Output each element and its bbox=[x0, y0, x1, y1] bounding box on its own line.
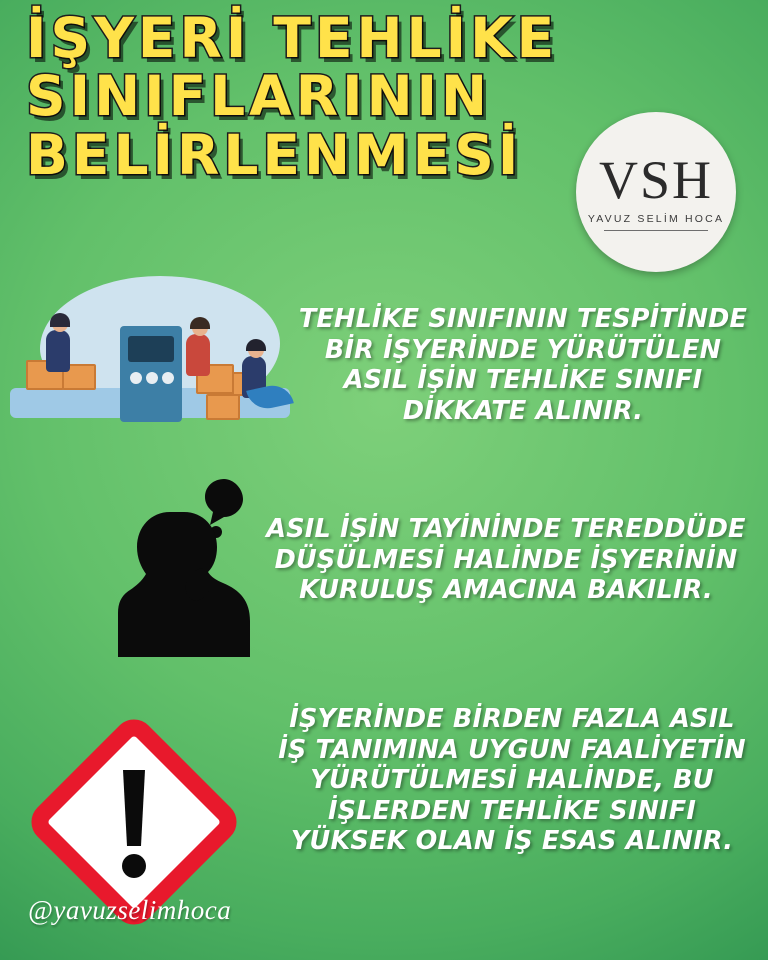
box-icon bbox=[206, 394, 240, 420]
content-row-1 bbox=[0, 262, 768, 462]
machine-panel bbox=[128, 336, 174, 362]
machine-icon bbox=[120, 326, 182, 422]
logo-subtitle: YAVUZ SELİM HOCA bbox=[587, 213, 725, 225]
logo-monogram: VSH bbox=[598, 150, 714, 210]
thinking-person-icon bbox=[118, 472, 268, 662]
title-line-1: İŞYERİ TEHLİKE bbox=[26, 6, 559, 70]
row-2-text: ASIL İŞİN TAYİNİNDE TEREDDÜDE DÜŞÜLMESİ HALİNDE İŞYERİNİN KURULUŞ AMACINA BAKILIR. bbox=[266, 514, 746, 606]
row-1-text: TEHLİKE SINIFININ TESPİTİNDE BİR İŞYERİNDE YÜRÜTÜLEN ASIL İŞİN TEHLİKE SINIFI DİKKATE ALINIR. bbox=[298, 304, 748, 426]
factory-illustration-icon bbox=[10, 268, 290, 453]
row-3-text: İŞYERİNDE BİRDEN FAZLA ASIL İŞ TANIMINA UYGUN FAALİYETİN YÜRÜTÜLMESİ HALİNDE, BU İŞLERDEN TEHLİKE SINIFI YÜKSEK OLAN İŞ ESAS ALINIR. bbox=[278, 704, 746, 857]
title-line-3: BELİRLENMESİ bbox=[26, 122, 523, 187]
brand-logo bbox=[576, 112, 736, 272]
content-row-2 bbox=[0, 470, 768, 670]
machine-dial bbox=[130, 372, 142, 384]
machine-dial bbox=[162, 372, 174, 384]
social-handle: @yavuzselimhoca bbox=[28, 895, 232, 925]
content-row-3 bbox=[0, 680, 768, 930]
logo-divider bbox=[604, 230, 708, 231]
page-title bbox=[26, 6, 586, 187]
title-line-2: SINIFLARININ bbox=[26, 64, 492, 129]
machine-dial bbox=[146, 372, 158, 384]
